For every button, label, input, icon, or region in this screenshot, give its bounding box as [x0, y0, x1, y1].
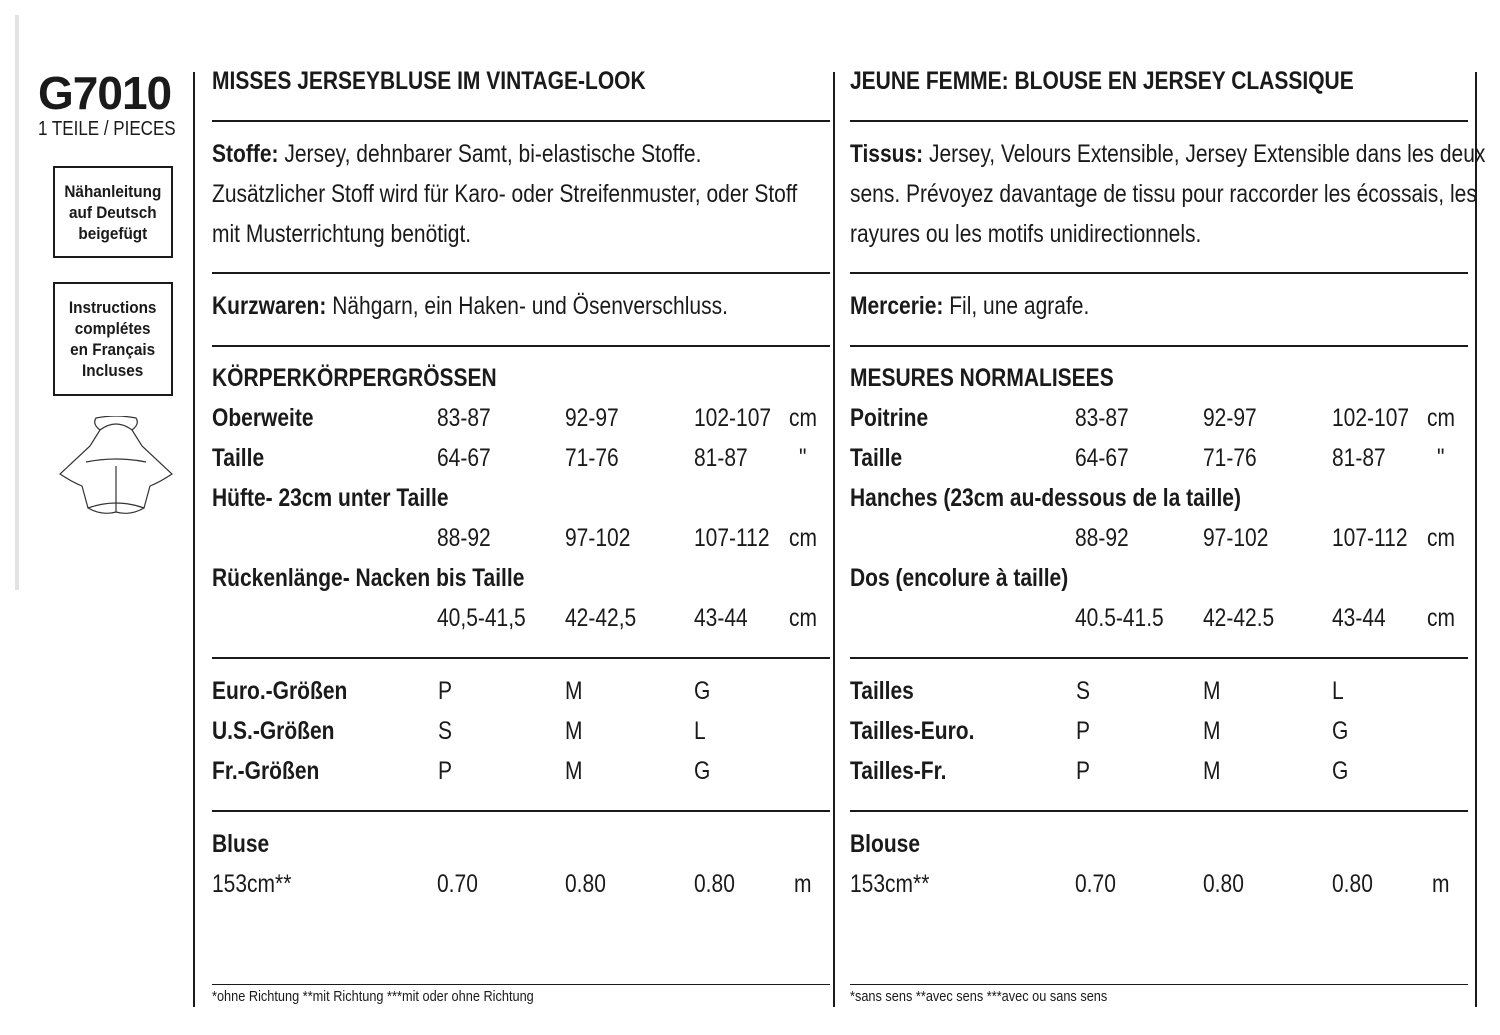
section-title: JEUNE FEMME: BLOUSE EN JERSEY CLASSIQUE [850, 67, 1354, 95]
yardage-value: 0.80 [1332, 870, 1373, 898]
size-letter: M [565, 757, 583, 785]
size-value: 71-76 [1203, 444, 1257, 472]
size-value: 40,5-41,5 [437, 604, 526, 632]
size-value: 42-42.5 [1203, 604, 1275, 632]
yardage-value: 0.80 [694, 870, 735, 898]
fabrics-line: mit Musterrichtung benötigt. [212, 220, 472, 248]
garment-back-sketch-icon [52, 416, 180, 520]
garment-label: Blouse [850, 830, 921, 858]
unit: cm [789, 604, 817, 632]
fabrics-line: rayures ou les motifs unidirectionnels. [850, 220, 1202, 248]
page-edge-bar [15, 15, 19, 590]
size-value: 43-44 [1332, 604, 1386, 632]
unit: " [1437, 444, 1445, 472]
size-value: 64-67 [1075, 444, 1129, 472]
rule [850, 810, 1468, 812]
divider-middle [833, 72, 835, 1007]
fabrics-line [850, 139, 1485, 169]
rule [850, 345, 1468, 347]
back-length-label: Dos (encolure à taille) [850, 564, 1069, 592]
size-value: 107-112 [694, 524, 770, 552]
divider-left [193, 72, 195, 1007]
yardage-value: 0.70 [437, 870, 478, 898]
badge-line: Nähanleitung [64, 181, 162, 201]
size-letter: G [694, 677, 711, 705]
size-letter: P [438, 757, 453, 785]
bust-label: Oberweite [212, 404, 314, 432]
rule [212, 657, 830, 659]
size-value: 42-42,5 [565, 604, 637, 632]
notions-text: Nähgarn, ein Haken- und Ösenverschluss. [326, 292, 728, 320]
size-value: 83-87 [1075, 404, 1129, 432]
size-letter: G [694, 757, 711, 785]
measures-heading: MESURES NORMALISEES [850, 364, 1114, 392]
size-value: 40.5-41.5 [1075, 604, 1164, 632]
size-label: Tailles-Fr. [850, 757, 947, 785]
size-letter: S [438, 717, 453, 745]
unit: cm [1427, 604, 1455, 632]
yardage-value: 0.80 [1203, 870, 1244, 898]
size-value: 64-67 [437, 444, 491, 472]
size-value: 102-107 [1332, 404, 1410, 432]
rule [850, 984, 1468, 985]
fabrics-line: Zusätzlicher Stoff wird für Karo- oder Streifenmuster, oder Stoff [212, 180, 798, 208]
size-letter: P [438, 677, 453, 705]
notions-line [212, 291, 728, 321]
badge-line: en Français [70, 340, 156, 359]
german-instructions-badge [53, 166, 173, 258]
size-value: 97-102 [1203, 524, 1269, 552]
back-length-label: Rückenlänge- Nacken bis Taille [212, 564, 525, 592]
rule [850, 657, 1468, 659]
unit: cm [789, 404, 817, 432]
rule [850, 272, 1468, 274]
yardage-value: 0.70 [1075, 870, 1116, 898]
size-value: 88-92 [1075, 524, 1129, 552]
badge-line: beigefügt [78, 223, 148, 243]
size-letter: G [1332, 757, 1349, 785]
pattern-code: G7010 [38, 67, 172, 119]
footnote: *ohne Richtung **mit Richtung ***mit oder ohne Richtung [212, 988, 534, 1005]
size-value: 97-102 [565, 524, 631, 552]
yardage-label: 153cm** [212, 870, 292, 898]
unit: " [799, 444, 807, 472]
french-column [850, 60, 1486, 1005]
size-letter: L [1332, 677, 1344, 705]
notions-text: Fil, une agrafe. [943, 292, 1090, 320]
unit: cm [1427, 524, 1455, 552]
divider-right [1475, 72, 1477, 1007]
waist-label: Taille [212, 444, 265, 472]
rule [212, 120, 830, 122]
size-value: 88-92 [437, 524, 491, 552]
notions-line [850, 291, 1089, 321]
fabrics-label: Tissus: [850, 140, 924, 168]
rule [212, 272, 830, 274]
size-value: 81-87 [694, 444, 748, 472]
fabrics-text: Jersey, Velours Extensible, Jersey Extensible dans les deux [923, 140, 1486, 168]
size-value: 81-87 [1332, 444, 1386, 472]
size-letter: M [1203, 677, 1221, 705]
size-letter: M [565, 717, 583, 745]
size-value: 92-97 [565, 404, 619, 432]
fabrics-line: sens. Prévoyez davantage de tissu pour raccorder les écossais, les [850, 180, 1477, 208]
unit: m [1432, 870, 1450, 898]
size-label: Tailles [850, 677, 914, 705]
rule [212, 810, 830, 812]
bust-label: Poitrine [850, 404, 929, 432]
size-letter: P [1076, 757, 1091, 785]
size-letter: S [1076, 677, 1091, 705]
measures-heading: KÖRPERKÖRPERGRÖSSEN [212, 364, 497, 392]
size-label: Euro.-Größen [212, 677, 348, 705]
rule [850, 120, 1468, 122]
footnote: *sans sens **avec sens ***avec ou sans sens [850, 988, 1108, 1005]
size-label: U.S.-Größen [212, 717, 335, 745]
size-letter: G [1332, 717, 1349, 745]
size-value: 107-112 [1332, 524, 1408, 552]
rule [212, 984, 830, 985]
size-letter: M [565, 677, 583, 705]
french-instructions-badge [53, 282, 173, 396]
waist-label: Taille [850, 444, 903, 472]
size-letter: M [1203, 717, 1221, 745]
german-column [212, 60, 832, 1005]
size-label: Tailles-Euro. [850, 717, 975, 745]
size-value: 92-97 [1203, 404, 1257, 432]
notions-label: Mercerie: [850, 292, 944, 320]
fabrics-label: Stoffe: [212, 140, 279, 168]
fabrics-line [212, 139, 701, 169]
unit: cm [1427, 404, 1455, 432]
size-letter: M [1203, 757, 1221, 785]
section-title: MISSES JERSEYBLUSE IM VINTAGE-LOOK [212, 67, 646, 95]
badge-line: Instructions [69, 298, 157, 317]
size-label: Fr.-Größen [212, 757, 320, 785]
badge-line: Incluses [82, 361, 144, 380]
rule [212, 345, 830, 347]
notions-label: Kurzwaren: [212, 292, 327, 320]
garment-label: Bluse [212, 830, 270, 858]
yardage-label: 153cm** [850, 870, 930, 898]
unit: m [794, 870, 812, 898]
size-value: 43-44 [694, 604, 748, 632]
badge-line: complétes [75, 319, 151, 338]
yardage-value: 0.80 [565, 870, 606, 898]
badge-line: auf Deutsch [69, 202, 157, 222]
pieces-count: 1 TEILE / PIECES [38, 118, 176, 140]
unit: cm [789, 524, 817, 552]
size-letter: P [1076, 717, 1091, 745]
size-letter: L [694, 717, 706, 745]
fabrics-text: Jersey, dehnbarer Samt, bi-elastische Stoffe. [278, 140, 702, 168]
size-value: 102-107 [694, 404, 772, 432]
size-value: 71-76 [565, 444, 619, 472]
hip-label: Hüfte- 23cm unter Taille [212, 484, 449, 512]
size-value: 83-87 [437, 404, 491, 432]
hip-label: Hanches (23cm au-dessous de la taille) [850, 484, 1241, 512]
